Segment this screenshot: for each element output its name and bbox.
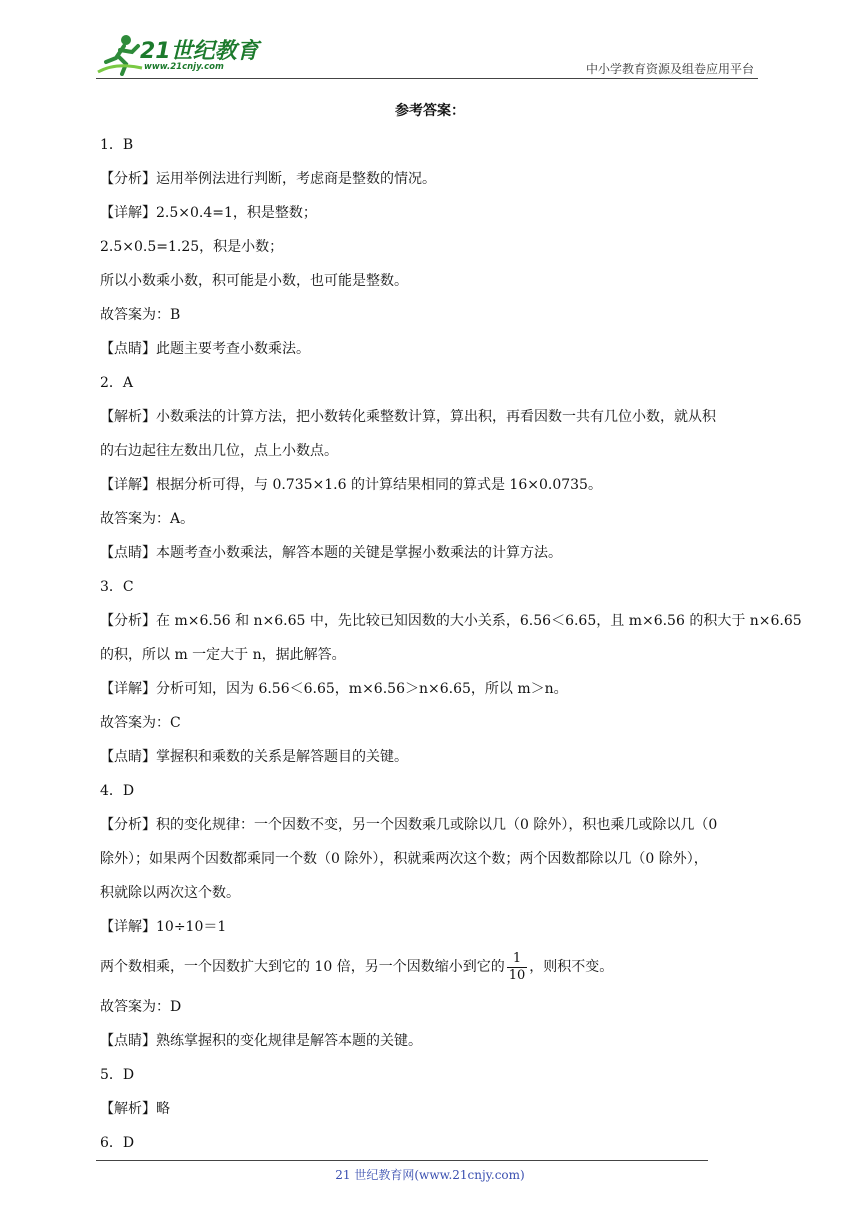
logo-url: www.21cnjy.com bbox=[144, 62, 224, 72]
answer-content bbox=[100, 128, 802, 1160]
header-divider bbox=[96, 78, 758, 79]
page-header bbox=[96, 30, 758, 80]
text-line: 的右边起往左数出几位，点上小数点。 bbox=[100, 443, 338, 459]
text-line: 【点睛】熟练掌握积的变化规律是解答本题的关键。 bbox=[100, 1033, 422, 1049]
runner-logo-icon bbox=[96, 32, 144, 76]
header-platform-text: 中小学教育资源及组卷应用平台 bbox=[585, 62, 754, 76]
logo-text: 21世纪教育 bbox=[140, 39, 259, 64]
text-line-with-fraction bbox=[100, 944, 764, 990]
text-line: 故答案为：B bbox=[100, 307, 181, 323]
text-line: 【点睛】本题考查小数乘法，解答本题的关键是掌握小数乘法的计算方法。 bbox=[100, 545, 562, 561]
text-line: 2.5×0.5=1.25，积是小数； bbox=[100, 239, 284, 255]
page-footer: 21 世纪教育网(www.21cnjy.com) bbox=[335, 1168, 525, 1182]
fraction-numerator: 1 bbox=[507, 951, 528, 968]
text-segment: ，则积不变。 bbox=[529, 959, 614, 975]
text-line: 【详解】分析可知，因为 6.56＜6.65，m×6.56＞n×6.65，所以 m＞n。 bbox=[100, 681, 568, 697]
text-line: 积就除以两次这个数。 bbox=[100, 885, 240, 901]
text-line: 6．D bbox=[100, 1135, 135, 1151]
text-line: 3．C bbox=[100, 579, 134, 595]
text-line: 【分析】积的变化规律：一个因数不变，另一个因数乘几或除以几（0 除外），积也乘几或除以几（0 bbox=[100, 817, 718, 833]
page-title: 参考答案： bbox=[395, 103, 465, 119]
footer-divider bbox=[96, 1160, 708, 1161]
text-line: 故答案为：D bbox=[100, 999, 182, 1015]
text-line: 4．D bbox=[100, 783, 135, 799]
text-segment: 两个数相乘，一个因数扩大到它的 10 倍，另一个因数缩小到它的 bbox=[100, 959, 505, 975]
fraction bbox=[507, 951, 528, 984]
text-line: 1．B bbox=[100, 137, 134, 153]
text-line: 【详解】10÷10＝1 bbox=[100, 919, 227, 935]
text-line: 的积，所以 m 一定大于 n，据此解答。 bbox=[100, 647, 346, 663]
text-line: 【解析】小数乘法的计算方法，把小数转化乘整数计算，算出积，再看因数一共有几位小数，就从积 bbox=[100, 409, 716, 425]
text-line: 故答案为：A。 bbox=[100, 511, 195, 527]
text-line: 2．A bbox=[100, 375, 134, 391]
text-line: 【详解】2.5×0.4=1，积是整数； bbox=[100, 205, 317, 221]
text-line: 所以小数乘小数，积可能是小数，也可能是整数。 bbox=[100, 273, 408, 289]
text-line: 【详解】根据分析可得，与 0.735×1.6 的计算结果相同的算式是 16×0.0735。 bbox=[100, 477, 602, 493]
text-line: 【点睛】掌握积和乘数的关系是解答题目的关键。 bbox=[100, 749, 408, 765]
text-line: 5．D bbox=[100, 1067, 135, 1083]
text-line: 【解析】略 bbox=[100, 1101, 170, 1117]
text-line: 【点睛】此题主要考查小数乘法。 bbox=[100, 341, 310, 357]
site-logo bbox=[96, 30, 266, 76]
text-line: 除外）；如果两个因数都乘同一个数（0 除外），积就乘两次这个数；两个因数都除以几（0 除外）， bbox=[100, 851, 708, 867]
fraction-denominator: 10 bbox=[508, 967, 526, 983]
text-line: 【分析】运用举例法进行判断，考虑商是整数的情况。 bbox=[100, 171, 436, 187]
text-line: 【分析】在 m×6.56 和 n×6.65 中，先比较已知因数的大小关系，6.56＜6.65，且 m×6.56 的积大于 n×6.65 bbox=[100, 613, 802, 629]
text-line: 故答案为：C bbox=[100, 715, 181, 731]
